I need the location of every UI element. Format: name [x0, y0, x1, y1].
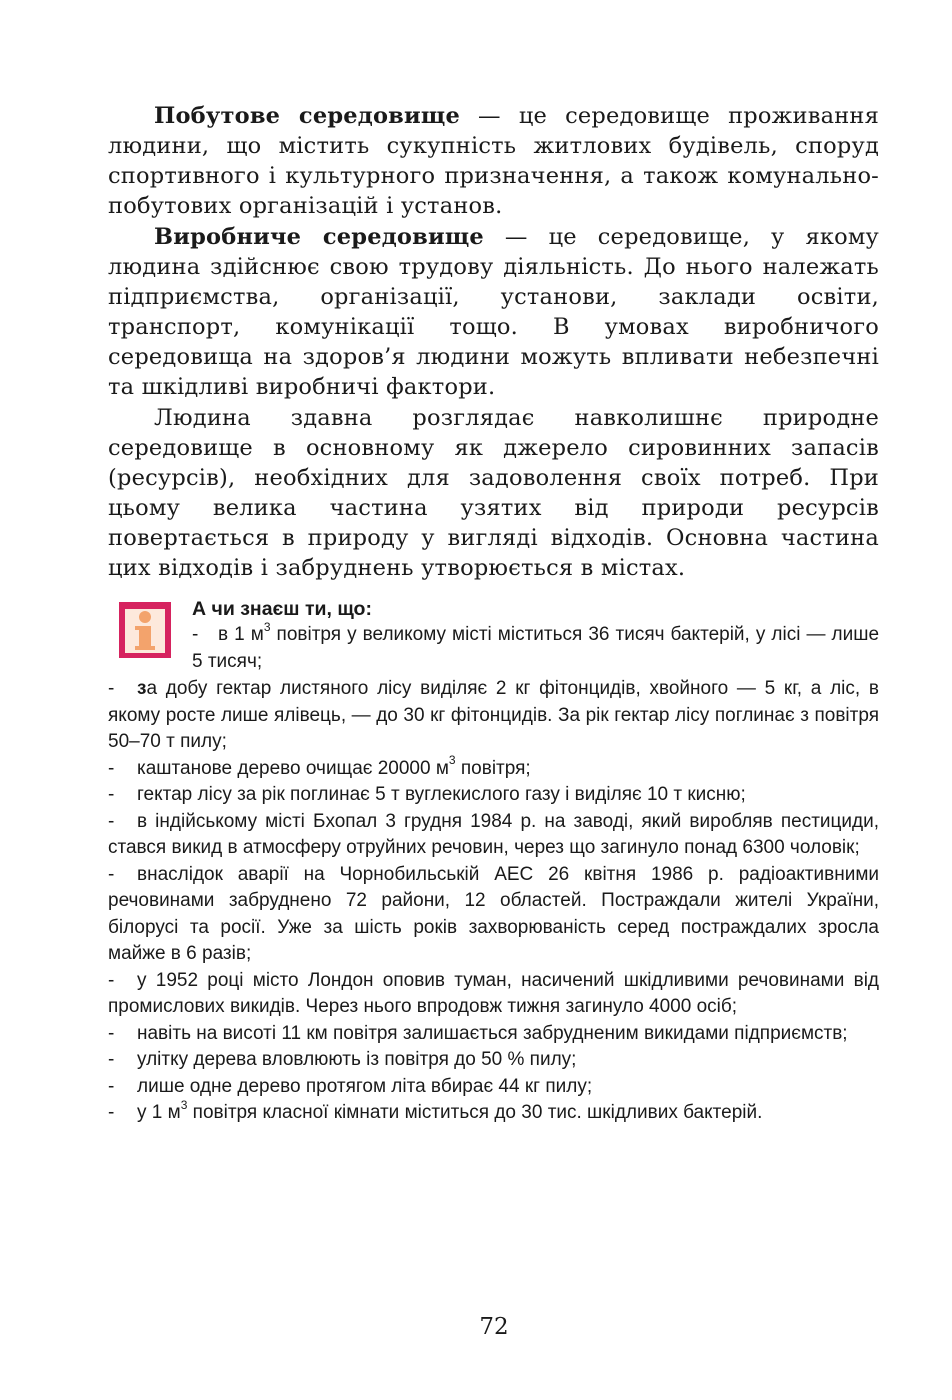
superscript: 3	[180, 1097, 188, 1112]
fact-text: у 1 м	[137, 1102, 181, 1123]
fact-item	[108, 1047, 879, 1074]
fact-text: повітря у великому місті міститься 36 тисяч бактерій, у лісі — лише 5 тисяч;	[192, 624, 880, 672]
info-i-icon	[118, 601, 172, 659]
superscript: 3	[448, 753, 456, 768]
fact-item	[108, 809, 879, 862]
list-dash: -	[108, 969, 115, 991]
superscript: 3	[263, 619, 271, 634]
list-dash: -	[108, 1102, 115, 1123]
definition: — це середовище проживання людини, що містить сукупність житлових будівель, споруд спортивного і культурного призначення, а також комунально-побутових організацій і установ.	[108, 103, 879, 219]
page-number: 72	[479, 1314, 509, 1340]
paragraph-production-environment	[108, 222, 879, 402]
fact-text: в 1 м	[218, 624, 264, 645]
info-box-header	[108, 596, 879, 676]
list-dash: -	[108, 810, 115, 832]
fact-item	[108, 676, 879, 756]
fact-text: повітря;	[455, 757, 531, 779]
list-dash: -	[108, 863, 115, 885]
list-dash: -	[192, 624, 199, 645]
fact-item	[108, 1074, 879, 1101]
paragraph-text: Людина здавна розглядає навколишнє природне середовище в основному як джерело сировинних запасів (ресурсів), необхідних для задоволення своїх потреб. При цьому велика частина узятих від природи ресурсів повертається в природу у вигляді відходів. Основна частина цих відходів і забруднень утворюється в містах.	[108, 405, 879, 581]
list-dash: -	[108, 678, 115, 699]
fact-item	[108, 1021, 879, 1048]
list-dash: -	[108, 1022, 115, 1044]
fact-text: в індійському місті Бхопал 3 грудня 1984 р. на заводі, який виробляв пестициди, стався викид в атмосферу отруйних речовин, через що загинуло понад 6300 чоловік;	[108, 810, 879, 858]
info-box-title: А чи знаєш ти, що:	[192, 598, 372, 620]
fact-item	[192, 619, 880, 675]
fact-text: а добу гектар листяного лісу виділяє 2 кг фітонцидів, хвойного — 5 кг, а ліс, в якому росте лише ялівець, — до 30 кг фітонцидів. За рік гектар лісу поглинає з повітря 50–70 т пилу;	[108, 678, 879, 752]
fact-text: повітря класної кімнати міститься до 30 тис. шкідливих бактерій.	[187, 1102, 763, 1123]
fact-text: каштанове дерево очищає 20000 м	[137, 757, 449, 779]
fact-text: гектар лісу за рік поглинає 5 т вуглекислого газу і виділяє 10 т кисню;	[137, 784, 746, 805]
fact-item	[108, 862, 879, 968]
fact-item	[108, 1097, 879, 1127]
fact-item	[108, 968, 879, 1021]
definition: — це середовище, у якому людина здійснює свою трудову діяльність. До нього належать підприємства, організації, установи, заклади освіти, транспорт, комунікації тощо. В умовах виробничого середовища на здоров’я людини можуть впливати небезпечні та шкідливі виробничі фактори.	[108, 224, 879, 400]
fact-item	[108, 782, 879, 809]
term: Побутове середовище	[154, 103, 460, 129]
list-dash: -	[108, 1049, 115, 1070]
main-text	[108, 101, 879, 584]
paragraph-household-environment	[108, 101, 879, 221]
fact-text: у 1952 році місто Лондон оповив туман, насичений шкідливими речовинами від промислових викидів. Через нього впродовж тижня загинуло 4000 осіб;	[108, 969, 879, 1017]
fact-item	[108, 753, 879, 783]
paragraph-natural-resources	[108, 403, 879, 583]
list-dash: -	[108, 1075, 115, 1097]
fact-text: внаслідок аварії на Чорнобильській АЕС 26 квітня 1986 р. радіоактивними речовинами забруднено 72 райони, 12 областей. Постраждали жителі України, білорусі та росії. Уже за шість років захворюваність серед постраждалих зросла майже в 6 разів;	[108, 863, 879, 964]
did-you-know-box	[108, 596, 879, 1127]
fact-text: навіть на висоті 11 км повітря залишається забрудненим викидами підприємств;	[137, 1022, 848, 1044]
fact-text: лише одне дерево протягом літа вбирає 44 кг пилу;	[137, 1075, 593, 1097]
list-dash: -	[108, 784, 115, 805]
fact-initial: з	[137, 678, 147, 699]
list-dash: -	[108, 757, 115, 779]
fact-text: улітку дерева вловлюють із повітря до 50 % пилу;	[137, 1049, 577, 1070]
term: Виробниче середовище	[154, 224, 484, 250]
